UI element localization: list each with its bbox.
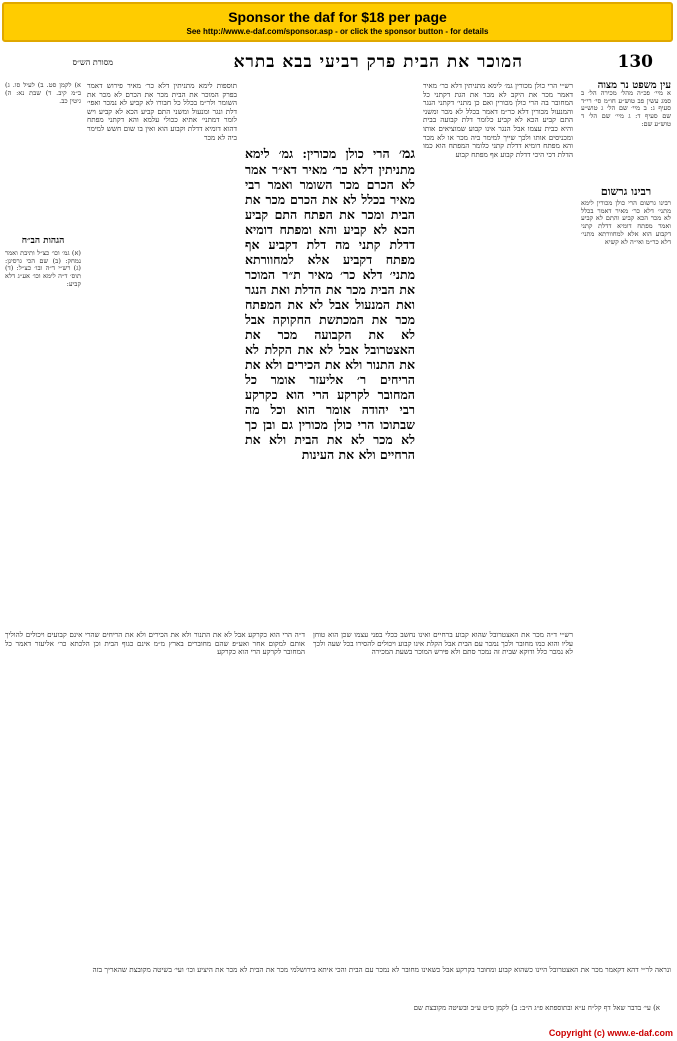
lower-left-commentary	[5, 631, 305, 961]
hagahot-label: הגהות הב״ח	[21, 236, 65, 246]
sponsor-banner[interactable]	[2, 2, 673, 42]
copyright-link[interactable]: Copyright (c) www.e-daf.com	[548, 1028, 673, 1038]
bottom-commentary-text: ונראה לר״י דהא דקאמר מכר את האצטרובל היינו כשהוא קבוע ומחובר בקרקע אבל כשאינו מחובר לא נמכר עם הבית והכי איתא בירושלמי מכר את הבית לא מכר את היציע וכו׳ ועי׳ בשיטה מקובצת שהאריך בזה	[92, 966, 671, 974]
page-header	[3, 52, 673, 76]
sponsor-banner-subtitle: See http://www.e-daf.com/sponsor.asp - or click the sponsor button - for details	[186, 27, 489, 36]
gemara-label: גמ׳	[398, 146, 415, 162]
lower-left-commentary-text: ד״ה הרי הוא כקרקע אבל לא את התנור ולא את הכירים ולא את הריחים שהרי אינם קבועים ויכולים להוליך אותם למקום אחר ואע״פ שהם מחוברים בארץ מ״מ אינם כגוף הבית וכן הלכתא כר׳ אליעזר דאמר כל המחובר לקרקע הרי הוא כקרקע	[5, 631, 305, 657]
talmud-page	[3, 46, 673, 1026]
ein-mishpat-column	[581, 82, 671, 182]
rashi-commentary	[423, 82, 573, 622]
lower-right-commentary-text: רש״י ד״ה מכר את האצטרובל שהוא קבוע ברחיים ואינו נחשב ככלי בפני עצמו שכן הוא טוחן עליו והוא כמו מחובר ולכך נמכר עם הבית אבל הקלת אינו קבוע ויכולים להסירו בכל שעה ולכך לא נמכר כלל ודוקא שבית זה נמכר סתם ולא פירש המוכר בשעת המכירה	[313, 631, 573, 657]
masoret-hashas-column	[5, 82, 81, 232]
gemara-text: הרי כולן מכורין: גמ׳ לימא מתניתין דלא כר׳ מאיר דא״ר אמר לא הכרם מכר השומר ואמר רבי מאיר בכלל לא את הכרם מכר את הבית ומכר את הפתח התם קביע הכא לא קביע והא ומפתח דומיא דדלת קתני מה דלת דקביע אף מפתח דקביע אלא למחוורתא מתני׳ דלא כר׳ מאיר ת״ר המוכר את הבית מכר את הדלת ואת הנגר ואת המנעול אבל לא את המפתח מכר את המכתשת החקוקה אבל לא את הקבועה מכר את האצטרובל אבל לא את הקלת לא את התנור ולא את הכירים ולא את הריחים ר׳ אליעזר אומר כל המחובר לקרקע הרי הוא כקרקע רבי יהודה אומר הוא וכל מה שבתוכו הרי כולן מכורין גם ובן כך לא מכר לא את הבית ולא את הרחיים ולא את העינות	[245, 146, 415, 462]
tosafot-commentary	[87, 82, 237, 622]
footer-notes: א) עי׳ בדבר שאל דף קל״ח ע״א ובתוספתא פ״ג ה״ב: ב) לקמן ס״ט ע״ב ובשיטה מקובצת שם	[413, 1004, 660, 1012]
page-title: המוכר את הבית פרק רביעי בבא בתרא	[233, 52, 523, 72]
page-number: 130	[617, 52, 653, 72]
rabbeinu-gershom-text: רבינו גרשום הרי כולן מכורין לימא מתני׳ דלא כר׳ מאיר דאמר בכלל לא מכר הכא קביע והתם לא קביע ואמר מפתח דומיא דדלת קתני דקבוע הוא אלא למחוורתא מתני׳ דלא כר״מ ואי״ה לא קשיא	[581, 198, 671, 246]
ein-mishpat-label: עין משפט נר מצוה	[597, 82, 671, 91]
masoret-header: מסורת הש״ס	[72, 58, 113, 67]
rashi-commentary-text: רש״י הרי כולן מכורין גמ׳ לימא מתניתין דלא כר׳ מאיר דאמר מכר את היקב לא מכר את הגת דקתני כל המחובר בה הרי כולן מכורין ואם כן מתני׳ דקתני הנגר והמנעול מכורין דלא כר״מ דאמר בכלל לא מכר ומשני התם קביע הכא לא קביע כלומר דלת קבועה בבית והיא כבית עצמו אבל הנגר אינו קבוע שמוציאים אותו ומכניסים אותו ולכך שייך למימר ביה מכר או לא מכר והא מפתח דומיא דדלת קתני כלומר המפתח הוא כמו הדלת דכי היכי דדלת קבוע אף מפתח קבוע	[423, 82, 573, 159]
ein-mishpat-text: א מיי׳ פכ״ה מהל׳ מכירה הל׳ ב סמג עשין פב טוש״ע חו״מ סי׳ רי״ד סעיף ג: ב מיי׳ שם הל׳ ג טוש״ע שם סעיף ד: ג מיי׳ שם הל׳ ד טוש״ע שם:	[581, 88, 671, 128]
masoret-hashas-text: א) לקמן סט. ב) לעיל סו. ג) ב״מ קיב. ד) שבת נא: ה) גיטין כב.	[5, 82, 81, 105]
hagahot-text: (א) גמ׳ וכו׳ כצ״ל ותיבת ואמר נמחק: (ב) שם הכי גרסינן: (ג) רש״י ד״ה ובו׳ כצ״ל: (ד) תוס׳ ד״ה לימא וכו׳ אע״ג דלא קביע:	[5, 248, 81, 288]
rabbeinu-gershom-column	[581, 186, 671, 686]
rabbeinu-gershom-label: רבינו גרשום	[600, 186, 652, 198]
sponsor-banner-title: Sponsor the daf for $18 per page	[228, 9, 447, 25]
lower-right-commentary	[313, 631, 573, 961]
hagahot-column	[5, 236, 81, 456]
gemara-main-text	[245, 146, 415, 616]
tosafot-commentary-text: תוספות לימא מתניתין דלא כר׳ מאיר פירוש דאמר בפרק המוכר את הבית מכר את הכרם לא מכר את השומר ולר״מ בכלל כל חבורו לא קביע לא נמכר ואפי׳ דלת ונגר ומנעול ומשני התם קביע הכא לא קביע ויש לומר דמתני׳ אתיא ככולי עלמא והא דקתני מפתח דהוא דומיא דדלת וקבוע הוא ואין בו שום חשש למימר ביה לא מכר	[87, 82, 237, 142]
